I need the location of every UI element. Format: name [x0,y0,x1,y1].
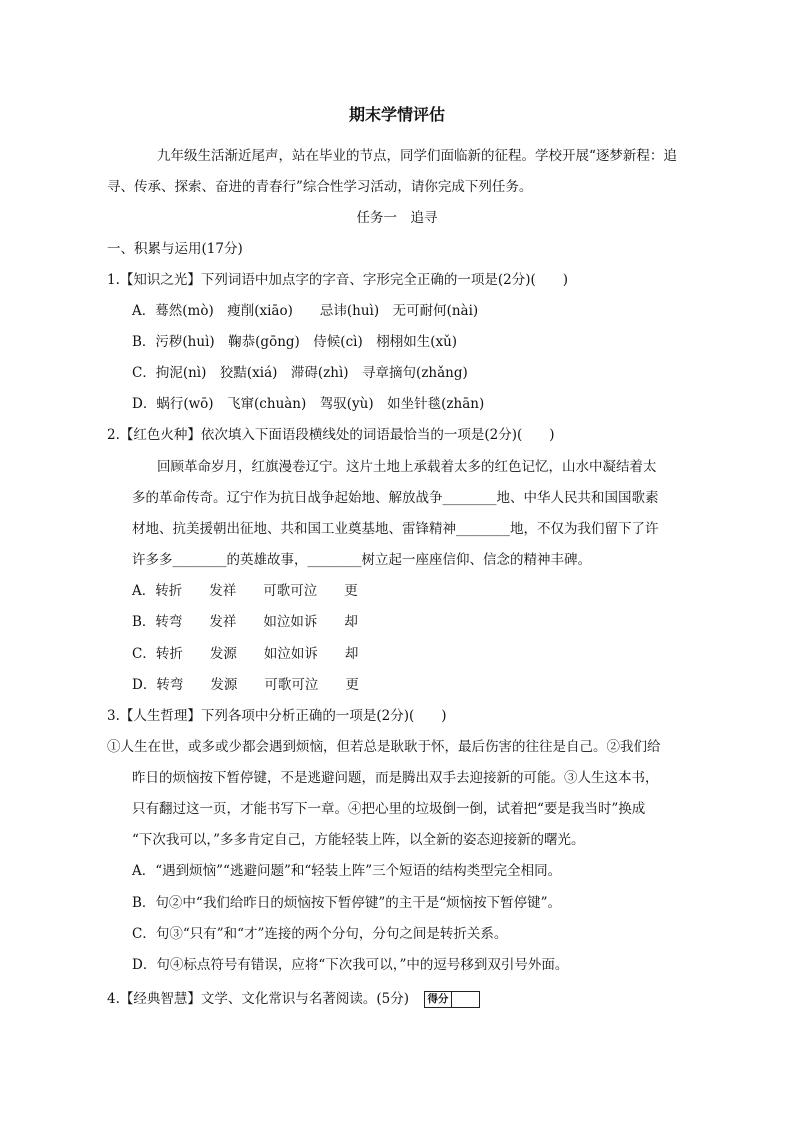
question-3-option-c: C．句③“只有”和“才”连接的两个分句，分句之间是转折关系。 [132,926,508,942]
question-3-option-b: B．句②中“我们给昨日的烦恼按下暂停键”的主干是“烦恼按下暂停键”。 [132,895,562,911]
score-label: 得分 [425,992,452,1007]
question-1-option-a: A．蓦然(mò) 瘦削(xiāo) 忌讳(huì) 无可耐何(nài) [132,303,479,319]
question-3-stem: 3.【人生哲理】下列各项中分析正确的一项是(2分)( ) [107,708,447,724]
score-box [424,991,480,1008]
question-3-option-d: D．句④标点符号有错误，应将“下次我可以，”中的逗号移到双引号外面。 [132,957,569,973]
question-3-passage-line-1: ①人生在世，或多或少都会遇到烦恼，但若总是耿耿于怀，最后伤害的往往是自己。②我们给 [107,739,661,755]
question-1-stem: 1.【知识之光】下列词语中加点字的字音、字形完全正确的一项是(2分)( ) [107,272,569,288]
question-2-option-a: A．转折 发祥 可歌可泣 更 [132,583,358,599]
question-2-option-c: C．转折 发源 如泣如诉 却 [132,646,359,662]
question-1-option-b: B．污秽(huì) 鞠恭(gōng) 侍候(cì) 栩栩如生(xǔ) [132,334,458,350]
question-1-option-c: C．拘泥(nì) 狡黠(xiá) 滞碍(zhì) 寻章摘句(zhǎng) [132,365,468,381]
question-1-option-d: D．蜗行(wō) 飞窜(chuàn) 驾驭(yù) 如坐针毯(zhān) [132,396,485,412]
score-blank[interactable] [452,992,479,1007]
question-4-stem: 4.【经典智慧】文学、文化常识与名著阅读。(5分) [107,991,410,1007]
question-3-passage-line-4: “下次我可以，”多多肯定自己，方能轻装上阵，以全新的姿态迎接新的曙光。 [132,832,585,848]
question-2-passage-line-4: 许多多________的英雄故事，________树立起一座座信仰、信念的精神丰碑。 [132,552,591,568]
question-3-passage-line-3: 只有翻过这一页，才能书写下一章。④把心里的垃圾倒一倒，试着把“要是我当时”换成 [132,801,646,817]
question-3-option-a: A．“遇到烦恼”“逃避问题”和“轻装上阵”三个短语的结构类型完全相同。 [132,863,562,879]
question-3-passage-line-2: 昨日的烦恼按下暂停键，不是逃避问题，而是腾出双手去迎接新的可能。③人生这本书， [132,770,659,786]
question-2-passage-line-1: 回顾革命岁月，红旗漫卷辽宁。这片土地上承载着太多的红色记忆，山水中凝结着太 [157,459,657,475]
question-2-passage-line-2: 多的革命传奇。辽宁作为抗日战争起始地、解放战争________地、中华人民共和国国歌素 [132,490,659,506]
page-title: 期末学情评估 [348,105,445,124]
question-2-passage-line-3: 材地、抗美援朝出征地、共和国工业奠基地、雷锋精神________地，不仅为我们留下了许 [132,521,659,537]
question-2-option-d: D．转弯 发源 可歌可泣 更 [132,677,359,693]
intro-line-1: 九年级生活渐近尾声，站在毕业的节点，同学们面临新的征程。学校开展“逐梦新程：追 [157,148,677,164]
question-2-option-b: B．转弯 发祥 如泣如诉 却 [132,614,358,630]
task-heading: 任务一 追寻 [356,210,438,226]
intro-line-2: 寻、传承、探索、奋进的青春行”综合性学习活动，请你完成下列任务。 [107,179,533,195]
question-2-stem: 2.【红色火种】依次填入下面语段横线处的词语最恰当的一项是(2分)( ) [107,427,555,443]
section-heading: 一、积累与运用(17分) [107,241,243,257]
